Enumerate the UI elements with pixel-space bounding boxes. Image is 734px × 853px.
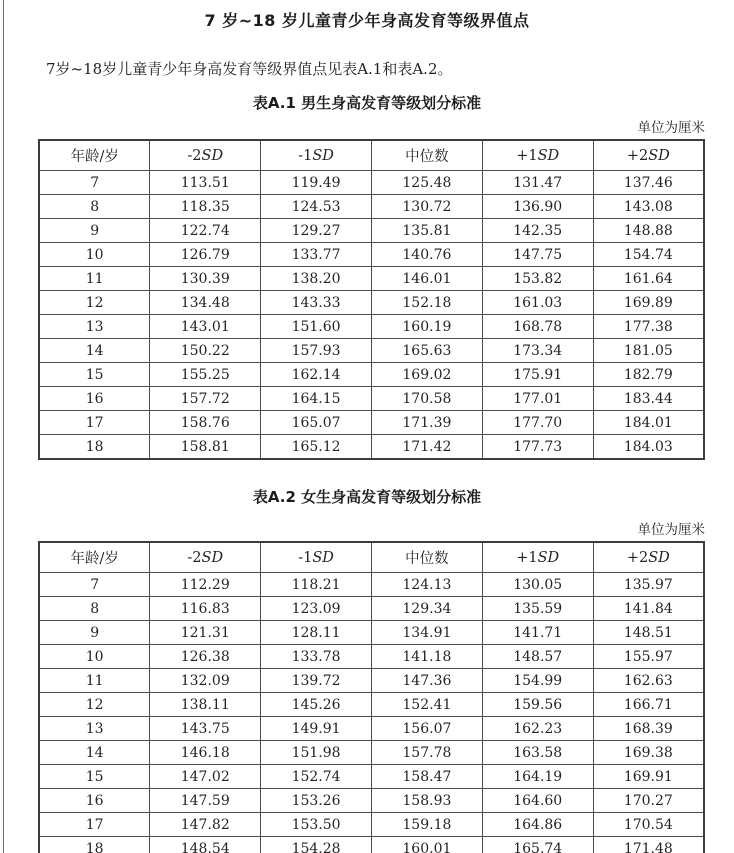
value-cell: 158.76 [150,411,261,435]
value-cell: 147.02 [150,765,261,789]
table-a2-girls-height [38,541,705,853]
value-cell: 184.01 [593,411,704,435]
value-cell: 126.79 [150,243,261,267]
value-cell: 112.29 [150,573,261,597]
table-a2-unit-note: 单位为厘米 [637,522,705,538]
value-cell: 155.25 [150,363,261,387]
table-row [39,645,704,669]
value-cell: 165.74 [482,837,593,853]
value-cell: 151.60 [261,315,372,339]
table-row [39,435,704,460]
value-cell: 173.34 [482,339,593,363]
value-cell: 131.47 [482,171,593,195]
value-cell: 146.18 [150,741,261,765]
value-cell: 154.99 [482,669,593,693]
value-cell: 159.18 [371,813,482,837]
age-cell: 7 [39,573,150,597]
age-cell: 16 [39,789,150,813]
age-cell: 18 [39,435,150,460]
value-cell: 171.39 [371,411,482,435]
value-cell: 169.89 [593,291,704,315]
age-cell: 13 [39,717,150,741]
value-cell: 150.22 [150,339,261,363]
value-cell: 181.05 [593,339,704,363]
value-cell: 141.18 [371,645,482,669]
table-row [39,669,704,693]
table-a1-boys-height [38,139,705,460]
table-a2-caption: 表A.2 女生身高发育等级划分标准 [252,488,482,506]
age-cell: 9 [39,219,150,243]
value-cell: 152.74 [261,765,372,789]
value-cell: 164.19 [482,765,593,789]
value-cell: 154.74 [593,243,704,267]
value-cell: 170.58 [371,387,482,411]
table-row [39,363,704,387]
value-cell: 158.81 [150,435,261,460]
table-a1-unit-note: 单位为厘米 [637,120,705,136]
value-cell: 134.91 [371,621,482,645]
value-cell: 183.44 [593,387,704,411]
value-cell: 143.33 [261,291,372,315]
value-cell: 157.72 [150,387,261,411]
table-row [39,243,704,267]
page-title: 7 岁~18 岁儿童青少年身高发育等级界值点 [204,11,530,30]
table-row [39,837,704,853]
value-cell: 143.75 [150,717,261,741]
column-header: -1SD [261,542,372,573]
age-cell: 13 [39,315,150,339]
value-cell: 158.93 [371,789,482,813]
value-cell: 177.38 [593,315,704,339]
value-cell: 164.15 [261,387,372,411]
age-cell: 17 [39,411,150,435]
age-cell: 11 [39,669,150,693]
value-cell: 129.34 [371,597,482,621]
table-row [39,267,704,291]
value-cell: 169.38 [593,741,704,765]
value-cell: 136.90 [482,195,593,219]
table-a1-caption: 表A.1 男生身高发育等级划分标准 [252,94,482,112]
value-cell: 153.50 [261,813,372,837]
column-header: +2SD [593,140,704,171]
value-cell: 155.97 [593,645,704,669]
value-cell: 138.20 [261,267,372,291]
value-cell: 171.42 [371,435,482,460]
value-cell: 171.48 [593,837,704,853]
value-cell: 130.05 [482,573,593,597]
column-header: 中位数 [371,140,482,171]
value-cell: 139.72 [261,669,372,693]
age-cell: 14 [39,741,150,765]
value-cell: 133.78 [261,645,372,669]
value-cell: 153.26 [261,789,372,813]
column-header: +1SD [482,542,593,573]
value-cell: 149.91 [261,717,372,741]
value-cell: 129.27 [261,219,372,243]
age-cell: 9 [39,621,150,645]
age-cell: 16 [39,387,150,411]
intro-paragraph: 7岁~18岁儿童青少年身高发育等级界值点见表A.1和表A.2。 [46,60,453,78]
table-row [39,621,704,645]
age-cell: 7 [39,171,150,195]
value-cell: 134.48 [150,291,261,315]
value-cell: 168.78 [482,315,593,339]
table-row [39,339,704,363]
table-row [39,315,704,339]
value-cell: 161.64 [593,267,704,291]
value-cell: 162.14 [261,363,372,387]
age-cell: 17 [39,813,150,837]
value-cell: 153.82 [482,267,593,291]
value-cell: 165.07 [261,411,372,435]
column-header: 中位数 [371,542,482,573]
value-cell: 141.71 [482,621,593,645]
value-cell: 119.49 [261,171,372,195]
value-cell: 169.91 [593,765,704,789]
table-row [39,741,704,765]
value-cell: 113.51 [150,171,261,195]
column-header: +1SD [482,140,593,171]
value-cell: 157.78 [371,741,482,765]
age-cell: 8 [39,597,150,621]
value-cell: 177.73 [482,435,593,460]
value-cell: 143.01 [150,315,261,339]
value-cell: 137.46 [593,171,704,195]
value-cell: 165.12 [261,435,372,460]
column-header: -2SD [150,140,261,171]
value-cell: 116.83 [150,597,261,621]
value-cell: 121.31 [150,621,261,645]
value-cell: 135.59 [482,597,593,621]
value-cell: 132.09 [150,669,261,693]
value-cell: 147.36 [371,669,482,693]
value-cell: 130.72 [371,195,482,219]
age-cell: 12 [39,693,150,717]
value-cell: 148.54 [150,837,261,853]
age-cell: 15 [39,765,150,789]
header-row [39,140,704,171]
value-cell: 123.09 [261,597,372,621]
age-cell: 14 [39,339,150,363]
value-cell: 164.86 [482,813,593,837]
value-cell: 125.48 [371,171,482,195]
table-row [39,597,704,621]
column-header: 年龄/岁 [39,542,150,573]
value-cell: 122.74 [150,219,261,243]
column-header: 年龄/岁 [39,140,150,171]
value-cell: 135.81 [371,219,482,243]
value-cell: 184.03 [593,435,704,460]
value-cell: 160.01 [371,837,482,853]
value-cell: 158.47 [371,765,482,789]
value-cell: 157.93 [261,339,372,363]
age-cell: 10 [39,243,150,267]
value-cell: 130.39 [150,267,261,291]
table-row [39,291,704,315]
table-row [39,765,704,789]
value-cell: 152.18 [371,291,482,315]
value-cell: 118.35 [150,195,261,219]
value-cell: 126.38 [150,645,261,669]
header-row [39,542,704,573]
value-cell: 147.82 [150,813,261,837]
value-cell: 151.98 [261,741,372,765]
value-cell: 168.39 [593,717,704,741]
value-cell: 169.02 [371,363,482,387]
value-cell: 124.13 [371,573,482,597]
value-cell: 138.11 [150,693,261,717]
value-cell: 128.11 [261,621,372,645]
value-cell: 166.71 [593,693,704,717]
value-cell: 170.27 [593,789,704,813]
value-cell: 177.70 [482,411,593,435]
table-row [39,573,704,597]
value-cell: 177.01 [482,387,593,411]
table-row [39,717,704,741]
value-cell: 118.21 [261,573,372,597]
value-cell: 163.58 [482,741,593,765]
value-cell: 124.53 [261,195,372,219]
column-header: -2SD [150,542,261,573]
value-cell: 156.07 [371,717,482,741]
table-row [39,411,704,435]
age-cell: 11 [39,267,150,291]
value-cell: 154.28 [261,837,372,853]
table-row [39,789,704,813]
column-header: +2SD [593,542,704,573]
value-cell: 170.54 [593,813,704,837]
value-cell: 152.41 [371,693,482,717]
table-row [39,387,704,411]
page-edge-line [3,0,4,853]
value-cell: 159.56 [482,693,593,717]
value-cell: 162.63 [593,669,704,693]
table-row [39,195,704,219]
value-cell: 148.88 [593,219,704,243]
value-cell: 162.23 [482,717,593,741]
value-cell: 147.59 [150,789,261,813]
value-cell: 165.63 [371,339,482,363]
value-cell: 160.19 [371,315,482,339]
table-row [39,171,704,195]
value-cell: 182.79 [593,363,704,387]
value-cell: 140.76 [371,243,482,267]
value-cell: 148.51 [593,621,704,645]
value-cell: 133.77 [261,243,372,267]
value-cell: 148.57 [482,645,593,669]
value-cell: 141.84 [593,597,704,621]
age-cell: 15 [39,363,150,387]
value-cell: 164.60 [482,789,593,813]
value-cell: 146.01 [371,267,482,291]
value-cell: 147.75 [482,243,593,267]
age-cell: 10 [39,645,150,669]
table-row [39,219,704,243]
age-cell: 18 [39,837,150,853]
value-cell: 143.08 [593,195,704,219]
table-row [39,813,704,837]
value-cell: 175.91 [482,363,593,387]
value-cell: 145.26 [261,693,372,717]
value-cell: 161.03 [482,291,593,315]
age-cell: 8 [39,195,150,219]
value-cell: 142.35 [482,219,593,243]
age-cell: 12 [39,291,150,315]
column-header: -1SD [261,140,372,171]
value-cell: 135.97 [593,573,704,597]
table-row [39,693,704,717]
